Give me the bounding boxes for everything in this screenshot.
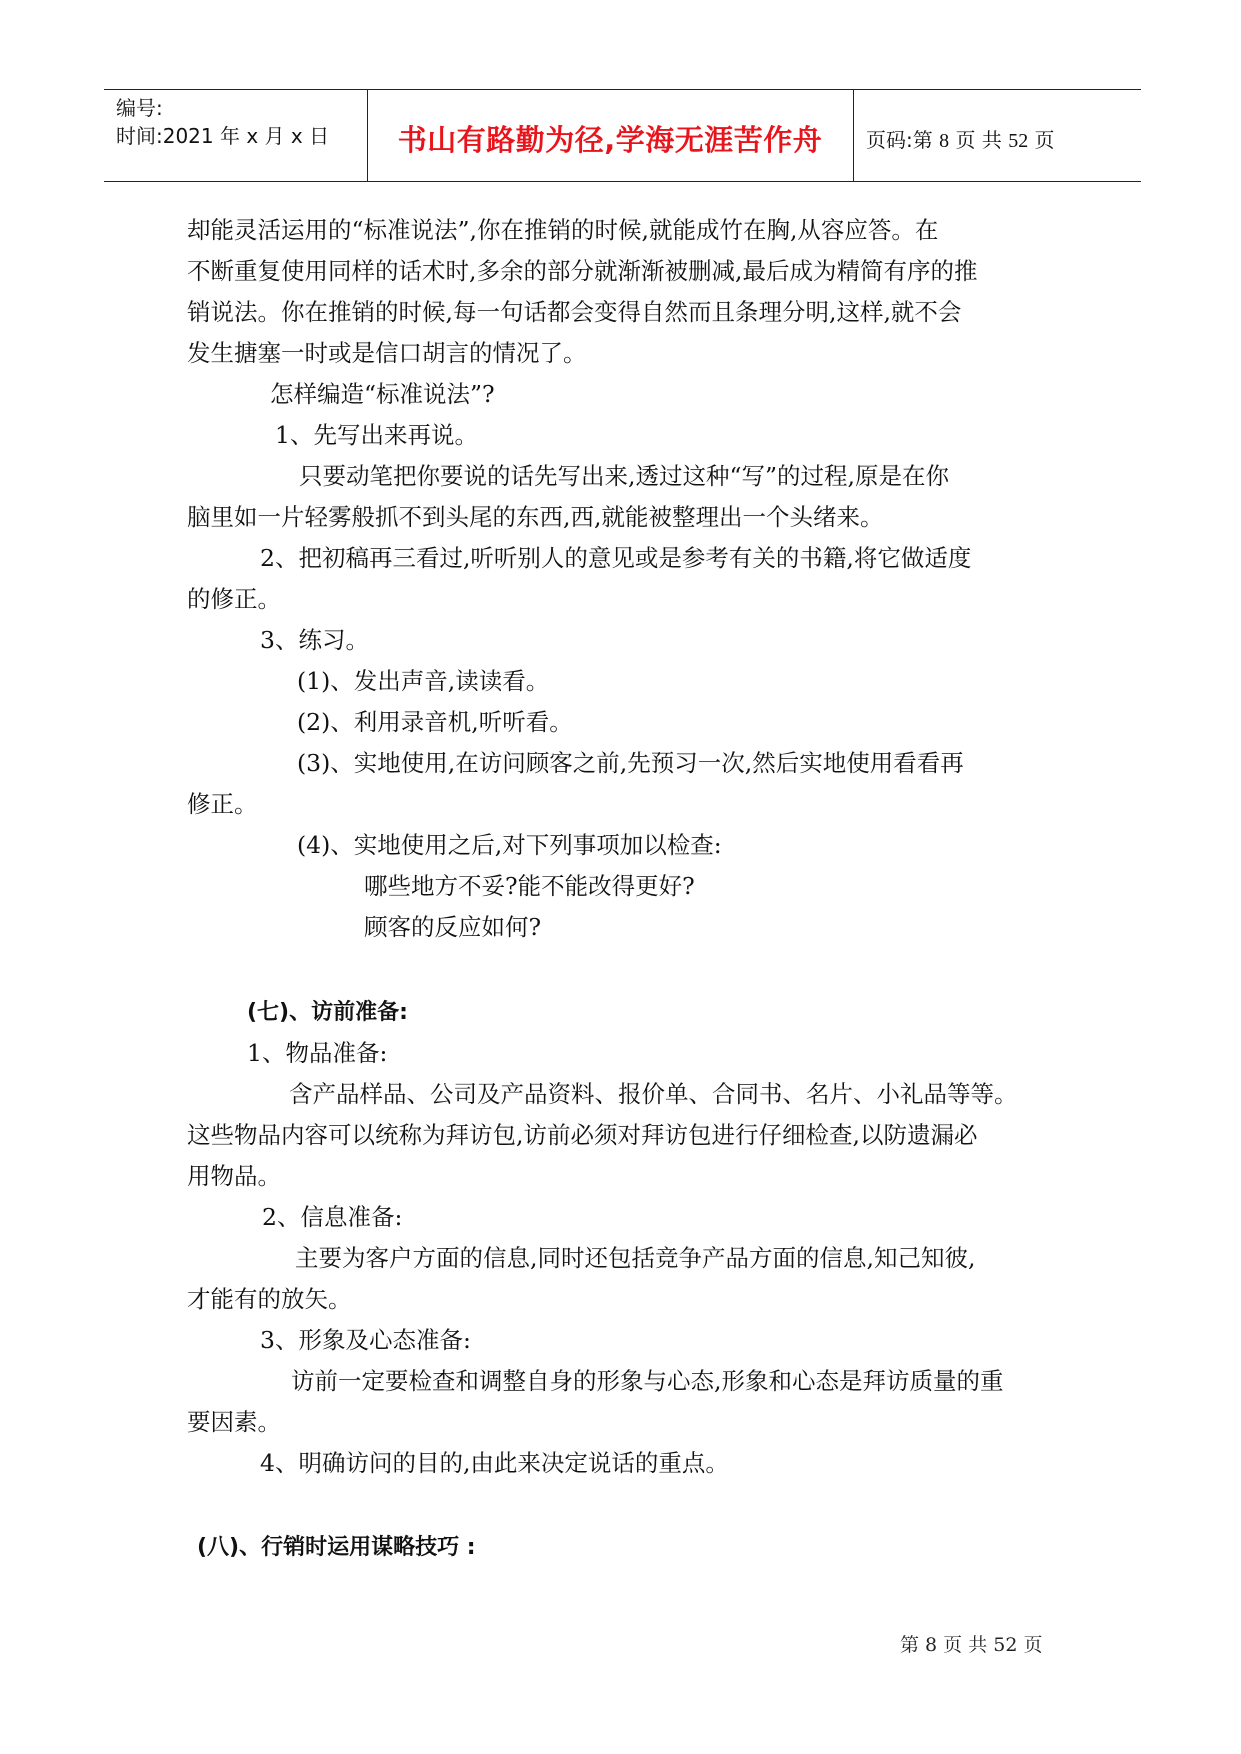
section-heading: (八)、行销时运用谋略技巧 :: [197, 1535, 476, 1560]
list-item: 2、信息准备:: [262, 1203, 403, 1231]
sub-list-item: (3)、实地使用,在访问顾客之前,先预习一次,然后实地使用看看再: [297, 749, 964, 777]
paragraph-line: 要因素。: [187, 1408, 281, 1436]
list-item: 3、练习。: [260, 626, 369, 654]
header-motto-cell: [367, 90, 854, 181]
list-item: 3、形象及心态准备:: [260, 1326, 471, 1354]
paragraph-line: 销说法。你在推销的时候,每一句话都会变得自然而且条理分明,这样,就不会: [187, 298, 962, 326]
header-page-cell: [854, 90, 1141, 181]
document-time-label: 时间:2021 年 x 月 x 日: [116, 124, 330, 148]
header-left-cell: [104, 90, 368, 181]
sub-list-item: (1)、发出声音,读读看。: [297, 667, 550, 695]
paragraph-line: 的修正。: [187, 585, 281, 613]
paragraph-line: 主要为客户方面的信息,同时还包括竞争产品方面的信息,知己知彼,: [295, 1244, 976, 1272]
paragraph-line: 才能有的放矢。: [187, 1285, 352, 1313]
paragraph-line: 不断重复使用同样的话术时,多余的部分就渐渐被删减,最后成为精简有序的推: [187, 257, 978, 285]
document-number-label: 编号:: [116, 96, 163, 120]
paragraph-line: 访前一定要检查和调整自身的形象与心态,形象和心态是拜访质量的重: [291, 1367, 1004, 1395]
page-header: [104, 89, 1141, 182]
page-total: 52: [1008, 130, 1029, 152]
header-motto: 书山有路勤为径,学海无涯苦作舟: [397, 123, 823, 157]
paragraph-line: 脑里如一片轻雾般抓不到头尾的东西,西,就能被整理出一个头绪来。: [187, 503, 884, 531]
list-item: 2、把初稿再三看过,听听别人的意见或是参考有关的书籍,将它做适度: [260, 544, 972, 572]
paragraph-line: 却能灵活运用的“标准说法”,你在推销的时候,就能成竹在胸,从容应答。在: [187, 216, 939, 244]
paragraph-line: 只要动笔把你要说的话先写出来,透过这种“写”的过程,原是在你: [299, 462, 949, 490]
paragraph-line: 这些物品内容可以统称为拜访包,访前必须对拜访包进行仔细检查,以防遗漏必: [187, 1121, 978, 1149]
page-mid: 页 共: [949, 128, 1009, 152]
sub-list-item: (2)、利用录音机,听听看。: [297, 708, 573, 736]
page-prefix: 页码:第: [866, 128, 940, 152]
section-question: 怎样编造“标准说法”?: [270, 380, 495, 408]
paragraph-line: 含产品样品、公司及产品资料、报价单、合同书、名片、小礼品等等。: [289, 1080, 1018, 1108]
page-footer: 第 8 页 共 52 页: [900, 1634, 1043, 1656]
list-item: 1、物品准备:: [247, 1039, 388, 1067]
sub-list-item: (4)、实地使用之后,对下列事项加以检查:: [297, 831, 722, 859]
paragraph-line: 修正。: [187, 790, 258, 818]
page-current: 8: [939, 130, 950, 152]
page-suffix: 页: [1028, 128, 1055, 152]
check-question: 哪些地方不妥?能不能改得更好?: [364, 872, 695, 900]
header-page-number: [866, 124, 1055, 153]
check-question: 顾客的反应如何?: [364, 913, 542, 941]
paragraph-line: 用物品。: [187, 1162, 281, 1190]
list-item: 4、明确访问的目的,由此来决定说话的重点。: [260, 1449, 729, 1477]
section-heading: (七)、访前准备:: [247, 1000, 408, 1025]
list-item: 1、先写出来再说。: [275, 421, 478, 449]
paragraph-line: 发生搪塞一时或是信口胡言的情况了。: [187, 339, 587, 367]
